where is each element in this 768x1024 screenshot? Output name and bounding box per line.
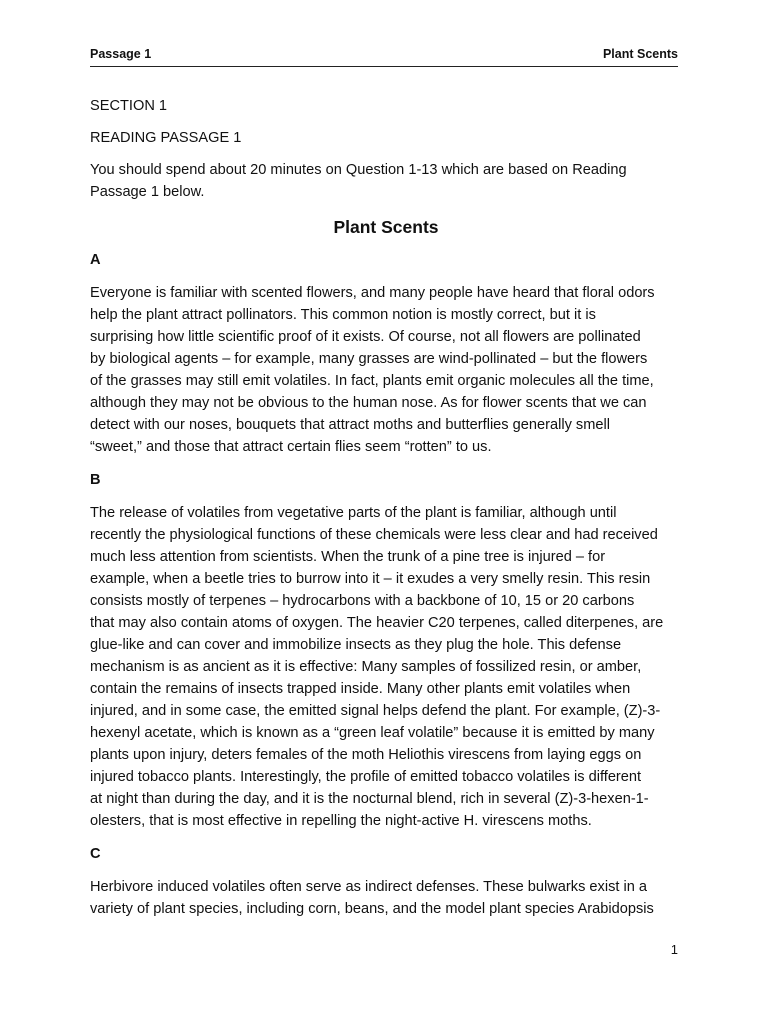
instruction-line: You should spend about 20 minutes on Question 1-13 which are based on Reading — [90, 162, 627, 178]
header-passage-label: Passage 1 — [90, 47, 152, 61]
paragraph-line: The release of volatiles from vegetative parts of the plant is familiar, although until — [90, 505, 617, 521]
paragraph-c — [90, 843, 682, 920]
paragraph-line: detect with our noses, bouquets that attract moths and butterflies generally smell — [90, 417, 610, 433]
reading-passage-label: READING PASSAGE 1 — [90, 130, 242, 146]
paragraph-line: injured tobacco plants. Interestingly, the profile of emitted tobacco volatiles is different — [90, 769, 642, 785]
paragraph-line: although they may not be obvious to the human nose. As for flower scents that we can — [90, 395, 647, 411]
paragraph-line: injured, and in some case, the emitted signal helps defend the plant. For example, (Z)-3- — [90, 703, 661, 719]
section-label: SECTION 1 — [90, 98, 168, 114]
paragraph-letter: A — [90, 252, 101, 268]
paragraph-line: contain the remains of insects trapped inside. Many other plants emit volatiles when — [90, 681, 631, 697]
paragraph-line: surprising how little scientific proof of it exists. Of course, not all flowers are pollinated — [90, 329, 641, 345]
paragraph-line: Everyone is familiar with scented flowers, and many people have heard that floral odors — [90, 285, 655, 301]
paragraph-line: at night than during the day, and it is the nocturnal blend, rich in several (Z)-3-hexen-1- — [90, 791, 649, 807]
paragraph-letter: B — [90, 472, 101, 488]
paragraph-b — [90, 469, 682, 832]
paragraph-line: olesters, that is most effective in repelling the night-active H. virescens moths. — [90, 813, 592, 829]
paragraph-line: glue-like and can cover and immobilize insects as they plug the hole. This defense — [90, 637, 622, 653]
paragraph-line: that may also contain atoms of oxygen. The heavier C20 terpenes, called diterpenes, are — [90, 615, 664, 631]
paragraph-line: variety of plant species, including corn, beans, and the model plant species Arabidopsis — [90, 901, 654, 917]
passage-title: Plant Scents — [333, 217, 439, 237]
page-header — [90, 47, 678, 67]
paragraph-line: of the grasses may still emit volatiles. In fact, plants emit organic molecules all the time, — [90, 373, 654, 389]
page-number: 1 — [670, 942, 678, 957]
page-body — [90, 95, 682, 920]
paragraph-line: hexenyl acetate, which is known as a “green leaf volatile” because it is emitted by many — [90, 725, 655, 741]
paragraph-line: example, when a beetle tries to burrow into it – it exudes a very smelly resin. This resin — [90, 571, 651, 587]
paragraph-line: Herbivore induced volatiles often serve as indirect defenses. These bulwarks exist in a — [90, 879, 648, 895]
instructions — [90, 159, 682, 203]
paragraph-letter: C — [90, 846, 101, 862]
paragraph-line: by biological agents – for example, many grasses are wind-pollinated – but the flowers — [90, 351, 648, 367]
instruction-line: Passage 1 below. — [90, 184, 205, 200]
paragraph-line: help the plant attract pollinators. This common notion is mostly correct, but it is — [90, 307, 596, 323]
header-title-label: Plant Scents — [602, 47, 678, 61]
paragraph-line: recently the physiological functions of these chemicals were less clear and had received — [90, 527, 658, 543]
paragraph-line: mechanism is as ancient as it is effective: Many samples of fossilized resin, or amber, — [90, 659, 642, 675]
paragraph-line: much less attention from scientists. When the trunk of a pine tree is injured – for — [90, 549, 606, 565]
paragraph-line: “sweet,” and those that attract certain flies seem “rotten” to us. — [90, 439, 492, 455]
paragraph-line: consists mostly of terpenes – hydrocarbons with a backbone of 10, 15 or 20 carbons — [90, 593, 635, 609]
paragraph-line: plants upon injury, deters females of the moth Heliothis virescens from laying eggs on — [90, 747, 642, 763]
paragraph-a — [90, 249, 682, 458]
